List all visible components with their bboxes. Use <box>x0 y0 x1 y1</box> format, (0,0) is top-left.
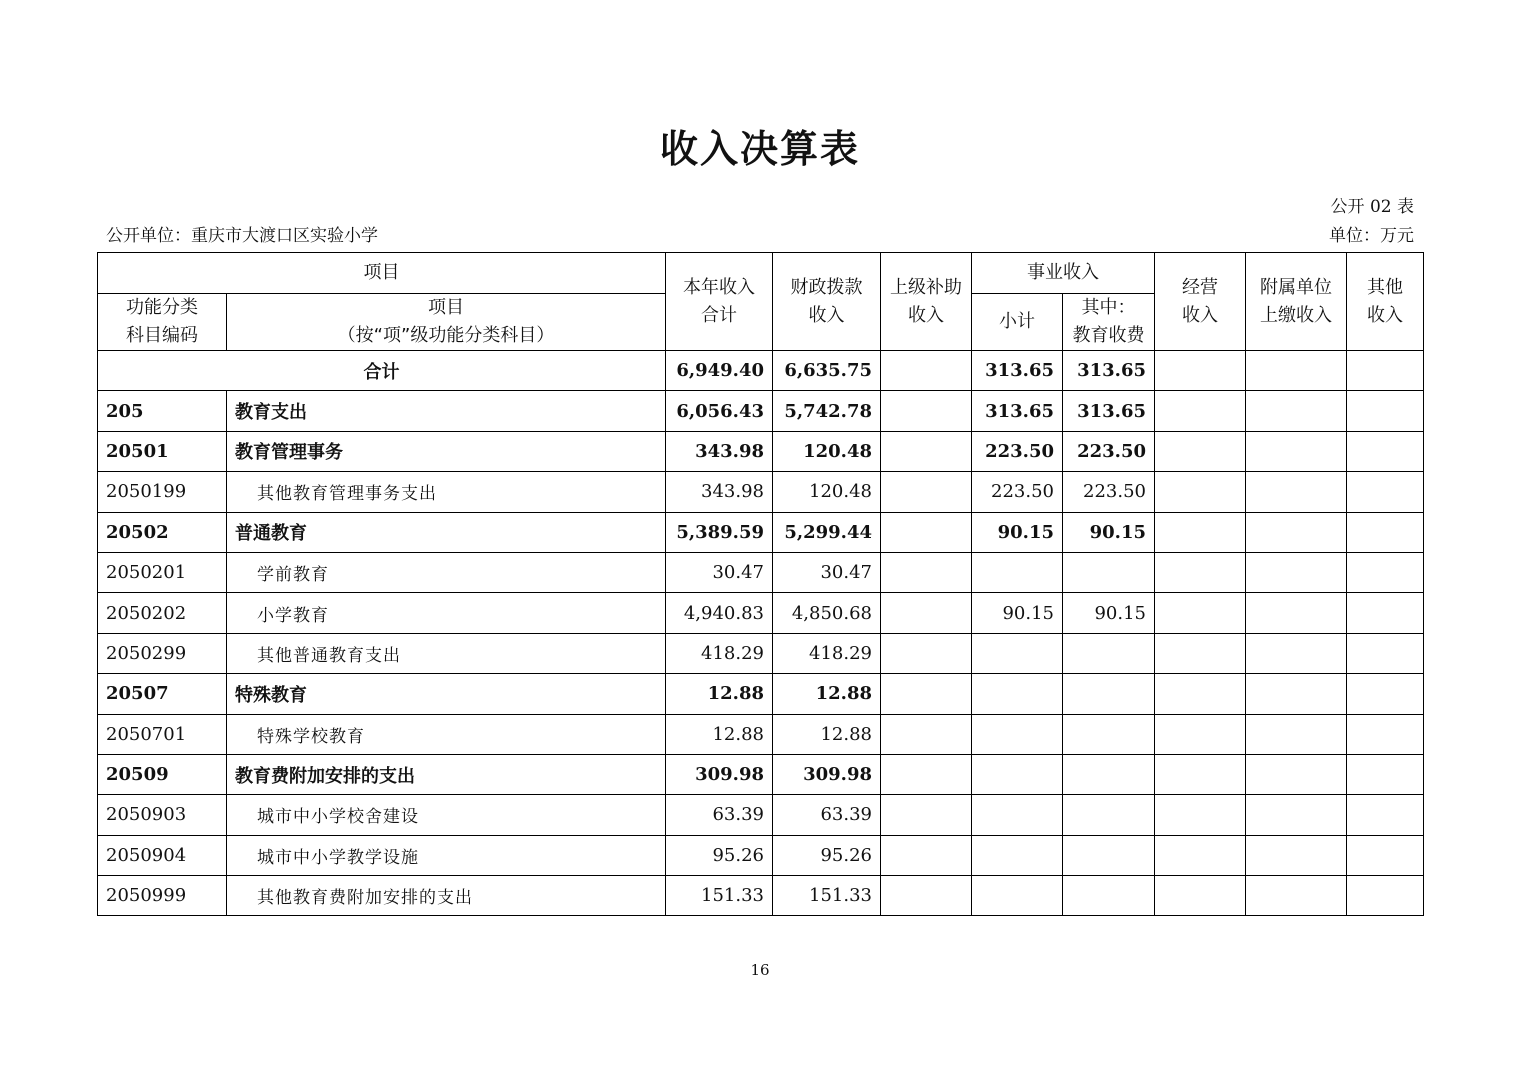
total-cell: 343.98 <box>666 431 773 471</box>
total-row <box>98 351 1424 391</box>
operating-cell <box>1155 351 1246 391</box>
edu-fee-cell: 223.50 <box>1063 472 1155 512</box>
table-row <box>98 472 1424 512</box>
edu-fee-cell <box>1063 674 1155 714</box>
total-cell: 95.26 <box>666 835 773 875</box>
affiliate-cell <box>1246 714 1347 754</box>
code-cell: 205 <box>98 391 227 431</box>
header-item-group: 项目 <box>98 253 666 294</box>
item-name-cell: 普通教育 <box>227 512 666 552</box>
fiscal-cell: 418.29 <box>773 633 881 673</box>
table-row <box>98 835 1424 875</box>
other-cell <box>1347 431 1424 471</box>
edu-fee-cell <box>1063 714 1155 754</box>
affiliate-cell <box>1246 391 1347 431</box>
table-row <box>98 876 1424 916</box>
other-cell <box>1347 674 1424 714</box>
code-cell: 2050202 <box>98 593 227 633</box>
item-name-cell: 教育费附加安排的支出 <box>227 754 666 794</box>
operating-cell <box>1155 876 1246 916</box>
subtotal-cell <box>972 876 1063 916</box>
superior-cell <box>881 431 972 471</box>
code-cell: 20502 <box>98 512 227 552</box>
table-row <box>98 674 1424 714</box>
header-other: 其他 收入 <box>1347 253 1424 351</box>
superior-cell <box>881 754 972 794</box>
other-cell <box>1347 876 1424 916</box>
total-cell: 6,949.40 <box>666 351 773 391</box>
operating-cell <box>1155 714 1246 754</box>
operating-cell <box>1155 674 1246 714</box>
edu-fee-cell: 223.50 <box>1063 431 1155 471</box>
item-name-cell: 教育支出 <box>227 391 666 431</box>
edu-fee-cell <box>1063 754 1155 794</box>
fiscal-cell: 309.98 <box>773 754 881 794</box>
total-cell: 151.33 <box>666 876 773 916</box>
table-row <box>98 512 1424 552</box>
other-cell <box>1347 754 1424 794</box>
superior-cell <box>881 876 972 916</box>
code-cell: 20507 <box>98 674 227 714</box>
other-cell <box>1347 714 1424 754</box>
subtotal-cell <box>972 714 1063 754</box>
code-cell: 20501 <box>98 431 227 471</box>
subtotal-cell: 90.15 <box>972 512 1063 552</box>
edu-fee-cell: 90.15 <box>1063 593 1155 633</box>
item-name-cell: 其他教育费附加安排的支出 <box>227 876 666 916</box>
operating-cell <box>1155 835 1246 875</box>
subtotal-cell: 223.50 <box>972 472 1063 512</box>
superior-cell <box>881 835 972 875</box>
header-business-group: 事业收入 <box>972 253 1155 294</box>
header-item: 项目 （按“项”级功能分类科目） <box>227 294 666 351</box>
fiscal-cell: 120.48 <box>773 431 881 471</box>
operating-cell <box>1155 431 1246 471</box>
affiliate-cell <box>1246 552 1347 592</box>
total-cell: 30.47 <box>666 552 773 592</box>
other-cell <box>1347 593 1424 633</box>
item-name-cell: 教育管理事务 <box>227 431 666 471</box>
table-row <box>98 552 1424 592</box>
table-row <box>98 754 1424 794</box>
total-cell: 12.88 <box>666 714 773 754</box>
subtotal-cell <box>972 754 1063 794</box>
affiliate-cell <box>1246 512 1347 552</box>
edu-fee-cell: 313.65 <box>1063 391 1155 431</box>
code-cell: 2050199 <box>98 472 227 512</box>
item-name-cell: 城市中小学校舍建设 <box>227 795 666 835</box>
affiliate-cell <box>1246 633 1347 673</box>
other-cell <box>1347 633 1424 673</box>
other-cell <box>1347 351 1424 391</box>
table-row <box>98 391 1424 431</box>
code-cell: 2050299 <box>98 633 227 673</box>
code-cell: 20509 <box>98 754 227 794</box>
item-name-cell: 小学教育 <box>227 593 666 633</box>
form-number: 公开 02 表 <box>1330 197 1414 217</box>
table-row <box>98 593 1424 633</box>
header-fiscal: 财政拨款 收入 <box>773 253 881 351</box>
edu-fee-cell: 313.65 <box>1063 351 1155 391</box>
code-cell: 2050904 <box>98 835 227 875</box>
other-cell <box>1347 795 1424 835</box>
other-cell <box>1347 391 1424 431</box>
edu-fee-cell <box>1063 633 1155 673</box>
subtotal-cell: 313.65 <box>972 351 1063 391</box>
page-number: 16 <box>750 961 770 979</box>
table-row <box>98 795 1424 835</box>
total-cell: 5,389.59 <box>666 512 773 552</box>
superior-cell <box>881 795 972 835</box>
operating-cell <box>1155 795 1246 835</box>
item-name-cell: 其他普通教育支出 <box>227 633 666 673</box>
header-total: 本年收入 合计 <box>666 253 773 351</box>
fiscal-cell: 120.48 <box>773 472 881 512</box>
edu-fee-cell <box>1063 835 1155 875</box>
superior-cell <box>881 633 972 673</box>
fiscal-cell: 95.26 <box>773 835 881 875</box>
code-cell: 2050201 <box>98 552 227 592</box>
code-cell: 2050903 <box>98 795 227 835</box>
affiliate-cell <box>1246 795 1347 835</box>
affiliate-cell <box>1246 835 1347 875</box>
fiscal-cell: 5,742.78 <box>773 391 881 431</box>
total-label: 合计 <box>98 351 666 391</box>
operating-cell <box>1155 633 1246 673</box>
fiscal-cell: 5,299.44 <box>773 512 881 552</box>
reporting-unit: 公开单位：重庆市大渡口区实验小学 <box>106 226 378 246</box>
superior-cell <box>881 593 972 633</box>
table-row <box>98 714 1424 754</box>
edu-fee-cell: 90.15 <box>1063 512 1155 552</box>
operating-cell <box>1155 593 1246 633</box>
total-cell: 63.39 <box>666 795 773 835</box>
code-cell: 2050999 <box>98 876 227 916</box>
affiliate-cell <box>1246 472 1347 512</box>
affiliate-cell <box>1246 876 1347 916</box>
subtotal-cell <box>972 835 1063 875</box>
header-affiliate: 附属单位 上缴收入 <box>1246 253 1347 351</box>
operating-cell <box>1155 472 1246 512</box>
other-cell <box>1347 472 1424 512</box>
fiscal-cell: 12.88 <box>773 674 881 714</box>
total-cell: 418.29 <box>666 633 773 673</box>
edu-fee-cell <box>1063 795 1155 835</box>
affiliate-cell <box>1246 351 1347 391</box>
table-row <box>98 431 1424 471</box>
fiscal-cell: 63.39 <box>773 795 881 835</box>
affiliate-cell <box>1246 431 1347 471</box>
total-cell: 4,940.83 <box>666 593 773 633</box>
total-cell: 343.98 <box>666 472 773 512</box>
edu-fee-cell <box>1063 552 1155 592</box>
subtotal-cell: 223.50 <box>972 431 1063 471</box>
superior-cell <box>881 552 972 592</box>
subtotal-cell <box>972 633 1063 673</box>
superior-cell <box>881 391 972 431</box>
operating-cell <box>1155 512 1246 552</box>
table-row <box>98 633 1424 673</box>
income-table <box>97 252 1424 916</box>
affiliate-cell <box>1246 754 1347 794</box>
operating-cell <box>1155 552 1246 592</box>
fiscal-cell: 12.88 <box>773 714 881 754</box>
subtotal-cell <box>972 674 1063 714</box>
header-func-code: 功能分类 科目编码 <box>98 294 227 351</box>
header-operating: 经营 收入 <box>1155 253 1246 351</box>
subtotal-cell <box>972 552 1063 592</box>
item-name-cell: 其他教育管理事务支出 <box>227 472 666 512</box>
item-name-cell: 城市中小学教学设施 <box>227 835 666 875</box>
superior-cell <box>881 472 972 512</box>
operating-cell <box>1155 391 1246 431</box>
superior-cell <box>881 714 972 754</box>
affiliate-cell <box>1246 593 1347 633</box>
page-title: 收入决算表 <box>659 127 860 171</box>
other-cell <box>1347 512 1424 552</box>
subtotal-cell: 90.15 <box>972 593 1063 633</box>
item-name-cell: 学前教育 <box>227 552 666 592</box>
fiscal-cell: 4,850.68 <box>773 593 881 633</box>
fiscal-cell: 30.47 <box>773 552 881 592</box>
edu-fee-cell <box>1063 876 1155 916</box>
other-cell <box>1347 835 1424 875</box>
subtotal-cell <box>972 795 1063 835</box>
total-cell: 309.98 <box>666 754 773 794</box>
total-cell: 12.88 <box>666 674 773 714</box>
fiscal-cell: 6,635.75 <box>773 351 881 391</box>
superior-cell <box>881 674 972 714</box>
code-cell: 2050701 <box>98 714 227 754</box>
header-superior: 上级补助 收入 <box>881 253 972 351</box>
header-edu-fee: 其中： 教育收费 <box>1063 294 1155 351</box>
subtotal-cell: 313.65 <box>972 391 1063 431</box>
item-name-cell: 特殊学校教育 <box>227 714 666 754</box>
other-cell <box>1347 552 1424 592</box>
fiscal-cell: 151.33 <box>773 876 881 916</box>
affiliate-cell <box>1246 674 1347 714</box>
superior-cell <box>881 512 972 552</box>
superior-cell <box>881 351 972 391</box>
header-subtotal: 小计 <box>972 294 1063 351</box>
item-name-cell: 特殊教育 <box>227 674 666 714</box>
operating-cell <box>1155 754 1246 794</box>
total-cell: 6,056.43 <box>666 391 773 431</box>
currency-unit: 单位：万元 <box>1329 226 1414 246</box>
